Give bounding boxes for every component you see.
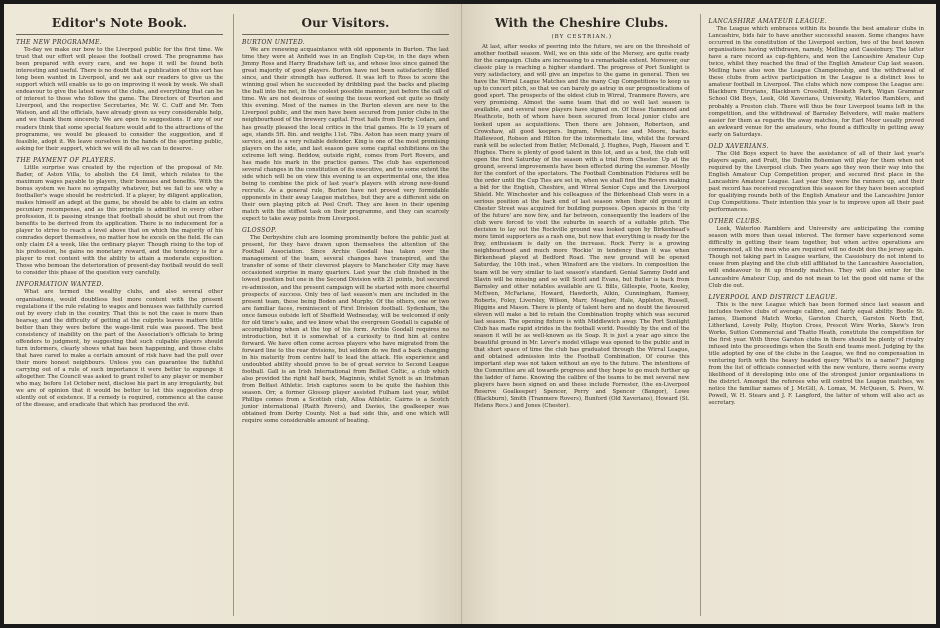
- right-page: [462, 4, 936, 624]
- column-title: Editor's Note Book.: [51, 16, 188, 30]
- section-heading: INFORMATION WANTED.: [16, 281, 104, 289]
- section-text: What are termed the wealthy clubs, and also several other organisations, would doubtless feel more content with the present regulations if the rule relating to wages and bonuses was faithfully carried out by every club in the country. That this is not the case is more than hearsay, and the difficulty of getting at the culprits leaves matters little better than they were before the wage-limit rule was passed. The best consistency of inability on the part of the Association's officials to bring offenders to judgment, by suggesting that such culpable players should turn informers, clearly shows what has been happening, and those clubs that have cared to make a certain amount of risk have had the pull over their more honest neighbours. Unless you can guarantee the faithful carrying out of a rule of such importance it were better to expunge it altogether. The Council was asked to grant relief to any player or member who may, before 1st October next, disclose his part in any irregularity, but we are of opinion that it would be better to let this suggestion drop silently out of existence. If a remedy is required, commence at the cause of the disease, and eradicate that which has produced the evil.: [16, 289, 223, 409]
- amateur-leagues-column: [700, 14, 925, 616]
- title-rule: [16, 34, 223, 35]
- section-text: Little surprise was created by the rejection of the proposal of Mr. Bader, of Aston Villa, to abolish the £4 limit, which relates to the maximum wages payable to players, their bonuses and benefits. With the bonus system we have no sympathy whatever, but we fail to see why a footballer's wage should be restricted. If a player, by diligent application, makes himself an adept at the game, he should be able to claim an extra pecuniary recompense, and as this principle is admitted in every other profession, it is passing strange that football should be shut out from the benefits to be derived from its application. There is no inducement for a player to strive to reach a level above that on which the majority of his comrades deport themselves, no matter how he excels on the field. He can only claim £4 a week, like the ordinary player. Though rising to the top of his profession, he gains no monetary reward, and the tendency is for a player to rest content with the ability to attain a moderate exposition. Those who bemoan the deterioration of present-day football would do well to consider this phase of the question very carefully.: [16, 164, 223, 277]
- section-heading: GLOSSOP.: [242, 227, 277, 235]
- section-heading: LIVERPOOL AND DISTRICT LEAGUE.: [708, 293, 838, 301]
- section-text: This is the new League which has been formed since last season and includes twelve clubs of average calibre, and fairly equal ability. Bootle St. James, Diamond Match Works, Garston Church, Garston North End, Litherland, Lovely Polly, Huyton Cross, Prescot Wire Works, Skew's Iron Works, Sutton Commercial and Thatto Heath, constitute the competition for the first year. With three Garston clubs in there should be plenty of rivalry infused into the proceedings when the South end teams meet. Judging by the title adopted by one of the clubs in the League, we find no compensation in venturing forth with the heavy headed query 'What's in a name?' Judging from the list of officials connected with the new venture, there seems every likelihood of it developing into one of the strongest junior organisations in the district. Amongst the referees who will control the League matches, we notice the familiar names of J. McGill, A. Lomax, M. McQueen, S. Peers, W. Powell, W. H. Stears and J. F. Langford, the latter of whom will also act as secretary.: [708, 301, 924, 407]
- section-heading: LANCASHIRE AMATEUR LEAGUE.: [708, 18, 828, 25]
- section-text: The Old Boys expect to have the assistance of all of their last year's players again, and Pratt, the Dublin Bohemian will play for them when not required by the Liverpool club. Two years ago they won their way into the English Amateur Cup Competition proper, and secured first place in the Lancashire Amateur League. Last year they were the runners up, and their past record has received recognition this season for they have been accepted for qualifying rounds both of the English Amateur and the Lancashire Junior Cup Competitions. Their intention this year is to improve upon all their past performances.: [708, 150, 924, 214]
- editors-note-book-column: [16, 14, 223, 616]
- section-text: The Derbyshire club are looming prominently before the public just at present, for they have drawn upon themselves the attention of the Football Association. Since Archie Goodall has taken over the management of the team, several changes have transpired, and the transfer of some of their cleverest players to Manchester City may have occasioned surprise in many quarters. Last year the club finished in the lowest position but one in the Second Division with 21 points, but secured re-admission, and the present campaign will be started with more cheerful prospects of success. Only two of last season's men are included in the present team, these being Boden and Murphy. Of the others, one or two are familiar faces, reminiscent of First Division football. Sydenham, the once famous outside left of Sheffield Wednesday, will be welcomed if only for old time's sake, and we know what the evergreen Goodall is capable of accomplishing when at the top of his form. Archie Goodall requires no introduction, but it is somewhat of a curiosity to find him at centre forward. We have often come across players who have migrated from the forward line to the rear divisions, but seldom do we find a back changing in his maturity from centre half to lead the attack. His experience and undoubted ability should prove to be of great service to Second League football. Gall is an Irish International from Belfast Celtic, a club which also provided the right half back, Maginnis, whilst Synott is an Irishman from Belfast Athletic. Irish captures seem to be quite the fashion this season. Orr, a former Glossop player assisted Fulham last year, whilst Phillips comes from a Scottish club, Alloa Athletic. Cairns is a Scotch junior international (Raith Rovers), and Davies, the goalkeeper was obtained from Derby County. Not a bad side this, and one which will require some considerable amount of beating.: [242, 235, 449, 425]
- byline: (BY CESTRIAN.): [551, 34, 613, 40]
- title-rule: [242, 34, 449, 35]
- section-text: The League which embraces within its bounds the best amateur clubs in Lancashire, bids fair to have another successful season. Some changes have occurred in the constitution of the Liverpool section, two of the best known organisations having withdrawn, namely, Melling and Cassiobury. The latter have a rare record as cup-fighters, and won the Lancashire Amateur Cup twice, whilst they reached the final of the English Amateur Cup last season. Melling have also won the League Championship, and the withdrawal of these clubs from active participation in the League is a distinct loss to amateur football in Liverpool. The clubs which now compose the League are: Blackburn Etrurians, Blackburn Crosshill, Hesketh Park, Wigan Grammar School Old Boys, Leek, Old Xaverians, University, Waterloo Ramblers, and probably a Preston club. There will thus be four Liverpool teams left in the competition, and the withdrawal of Barnsley Belvedere, will make matters easier for them as regards the away matches, for Earl Moor usually proved an awkward venue for the amateurs, who found a difficulty in getting away early on Saturdays.: [708, 26, 924, 138]
- section-text: We are renewing acquaintance with old opponents in Burton. The last time they were at Anfield was in an English Cup-tie, in the days when Jimmy Ross and Harry Bradshaw left us, and whose loss since gained the great majority of good players. Burton have not been satisfactorily filled since, and their strength has suffered. It was left to Ross to score the winning goal when he succeeded by dribbling past the backs and placing the ball into the net, in the coolest possible manner, just before the call of time. We are not desirous of seeing the issue worked out quite so finely this evening. Most of the names in the Burton eleven are new to the Liverpool public, and the men have been secured from junior clubs in the neighbourhood of the brewery capital. Frost hails from Derby Cedars, and has greatly pleased the local critics in the trial games. He is 19 years of age, stands 5ft. 8in. and weighs 11st. 7lbs. Aston has seen many years of service, and is a very reliable defender. King is one of the most promising players on the side, and last season gave some capital exhibitions on the extreme left wing. Beddow, outside right, comes from Port Rovers, and has made his mark in the practice games. The club has experienced several changes in the constitution of its executive, and to some extent the side which will be on view this evening is an experimental one, the idea being to combine the pick of last year's players with strong new-found recruits. As a general rule, Burton have not proved very formidable opponents in their away League matches, but they are a different side on their own playing pitch at Peel Croft. They are keen in their opening match with the stiffest task on their programme, and they can scarcely expect to take away points from Liverpool.: [242, 47, 449, 223]
- section-heading: THE PAYMENT OF PLAYERS.: [16, 156, 116, 164]
- section-heading: BURTON UNITED.: [242, 39, 306, 46]
- section-text: Leek, Waterloo Ramblers and University are anticipating the coming season with more than usual interest. The former have experienced some difficulty in getting their team together, but when active operations are commenced, all the men who are required will no doubt don the jersey again. Though not taking part in League warfare, the Cassiobury do not intend to cease from playing and the club still affiliated to the Lancashire Association, will endeavour to fit up friendly matches. They will also enter for the Lancashire Amateur Cup, and do not mean to let the good old name of the Club die out.: [708, 226, 924, 289]
- column-title: With the Cheshire Clubs.: [495, 16, 669, 30]
- section-text: At last, after weeks of peering into the future, we are on the threshold of another football season. Well, we on this side of the Mersey, are quite ready for the campaign. Clubs are increasing to a remarkable extent. Moreover, our classic play is reaching a higher standard. The progress of Port Sunlight is very satisfactory, and will give an impetus to the game in general. Then we have the Wirral League Matches and the many Cup Competitions to keep us up to concert pitch, so that we can barely go astray in our prognostications of good sport. The prospects of the oldest club in Wirral, Tranmere Rovers, are very promising. Almost the same team that did so well last season is available, and several new players have signed on. Of these Hammond and Heathcote, both of whom have been secured from local junior clubs are looked upon as acquisitions. Then there are Johnson, Robertson, and Crowshaw, all good keepers. Ingram, Peters, Lee and Moore, backs. Hallewood, Robson and Hilton for the intermediate line, whilst the forward rank will be selected from Butler, McDonald, J. Hughes, Pugh, Hassen and T. Hughes. There is plenty of good talent in this lot, and as a test, the club will open the first Saturday of the season with a trial from Chester. Up at the ground, several improvements have been effected during the summer. Mostly for the comfort of the spectators. The Football Combination Fixtures will be the order until the Cup Ties are set in, when we shall find the Rovers making a bid for the English, Cheshire, and Wirral Senior Cups and the Liverpool Shield. Mr. Winchester and his colleagues of the Birkenhead Club were in a serious position at the back end of last season when their old ground in Chester Street was acquired for building purposes. Open spaces in the 'city of the future' are now few, and far between, consequently the leaders of the club were forced to visit the suburbs in search of a suitable pitch. The decision to lay out the Rockville ground was looked upon by Birkenhead's more timid supporters as a rash one, but now that everything is ready for the fray, enthusiasm is daily on the increase. Rock Ferry is a growing neighbourhood and much more 'Rockie' in tendency than it was when Birkenhead played at Bedford Road. The new ground will be opened Saturday, the 10th inst., when Winsford are the visitors. In composition the team will be very similar to last season's standard. Genial Sammy Dodd and Slavin will be missing and so will Scott and Evans, but Butler is back from Barnsley and other notables available are G. Bills, Gillespie, Foote, Keeley, McEwen, McFarlane, Howard, Hawdorth, Aikin, Cunningham, Ramsey, Roberts, Foley, Liversley, Wilson, Marr, Meagher, Hale, Appleton, Russell, Higgins and Mason. There is plenty of talent here and no doubt the favoured eleven will make a bid to retain the Combination trophy which was secured last season. The opening fixture is with Middlewich away. The Port Sunlight Club has made rapid strides in the football world. Possibly by the end of the season it will be as well-known as its Soap. It is just a year ago since the beautiful ground in Mr. Lever's model village was opened to the public and in that short space of time the club has graduated through the Wirral League, and obtained admission into the Football Combination. Of course this important step was not taken without an eye to the future. The intentions of the Committee are all towards progress and they hope to go much further up the ladder of fame. Knowing the calibre of the teams to be met several new players have been signed on and these include Forrester, (the ex-Liverpool Reserve Goalkeeper) Spencer, Perry and Spencer (Bangor), Lowe (Blackburn), Smith (Tranmere Rovers), Bunford (Old Xaverians), Howard (St. Helens Recs.) and Jones (Chester).: [474, 44, 690, 410]
- programme-spread: [4, 4, 936, 624]
- column-title: Our Visitors.: [301, 16, 390, 30]
- left-page: [4, 4, 462, 624]
- section-text: To-day we make our bow to the Liverpool public for the first time. We trust that our effort will please the football crowd. The programme has been prepared with every care, and we hope it will be found both interesting and useful. There is no doubt that a publication of this sort has long been wanted in Liverpool, and we ask our readers to give us the support which will enable us to go on improving it week by week. We shall endeavour to give the latest news of the clubs, and everything that can be of interest to those who follow the game. The Directors of Everton and Liverpool, and the respective Secretaries, Mr. W. C. Cuff and Mr. Tom Watson, and all the officials, have already given us very considerable help, and we thank them sincerely. We are open to suggestions. If any of our readers think that some special feature would add to the attractions of the programme, we would be pleased to consider the suggestion, and if feasible, adopt it. We leave ourselves in the hands of the sporting public, asking for their support, which we will do all we can to deserve.: [16, 47, 223, 152]
- section-heading: OLD XAVERIANS.: [708, 142, 769, 150]
- section-heading: THE NEW PROGRAMME.: [16, 39, 103, 46]
- section-heading: OTHER CLUBS.: [708, 218, 762, 226]
- our-visitors-column: [233, 14, 449, 616]
- cheshire-clubs-column: [474, 14, 690, 616]
